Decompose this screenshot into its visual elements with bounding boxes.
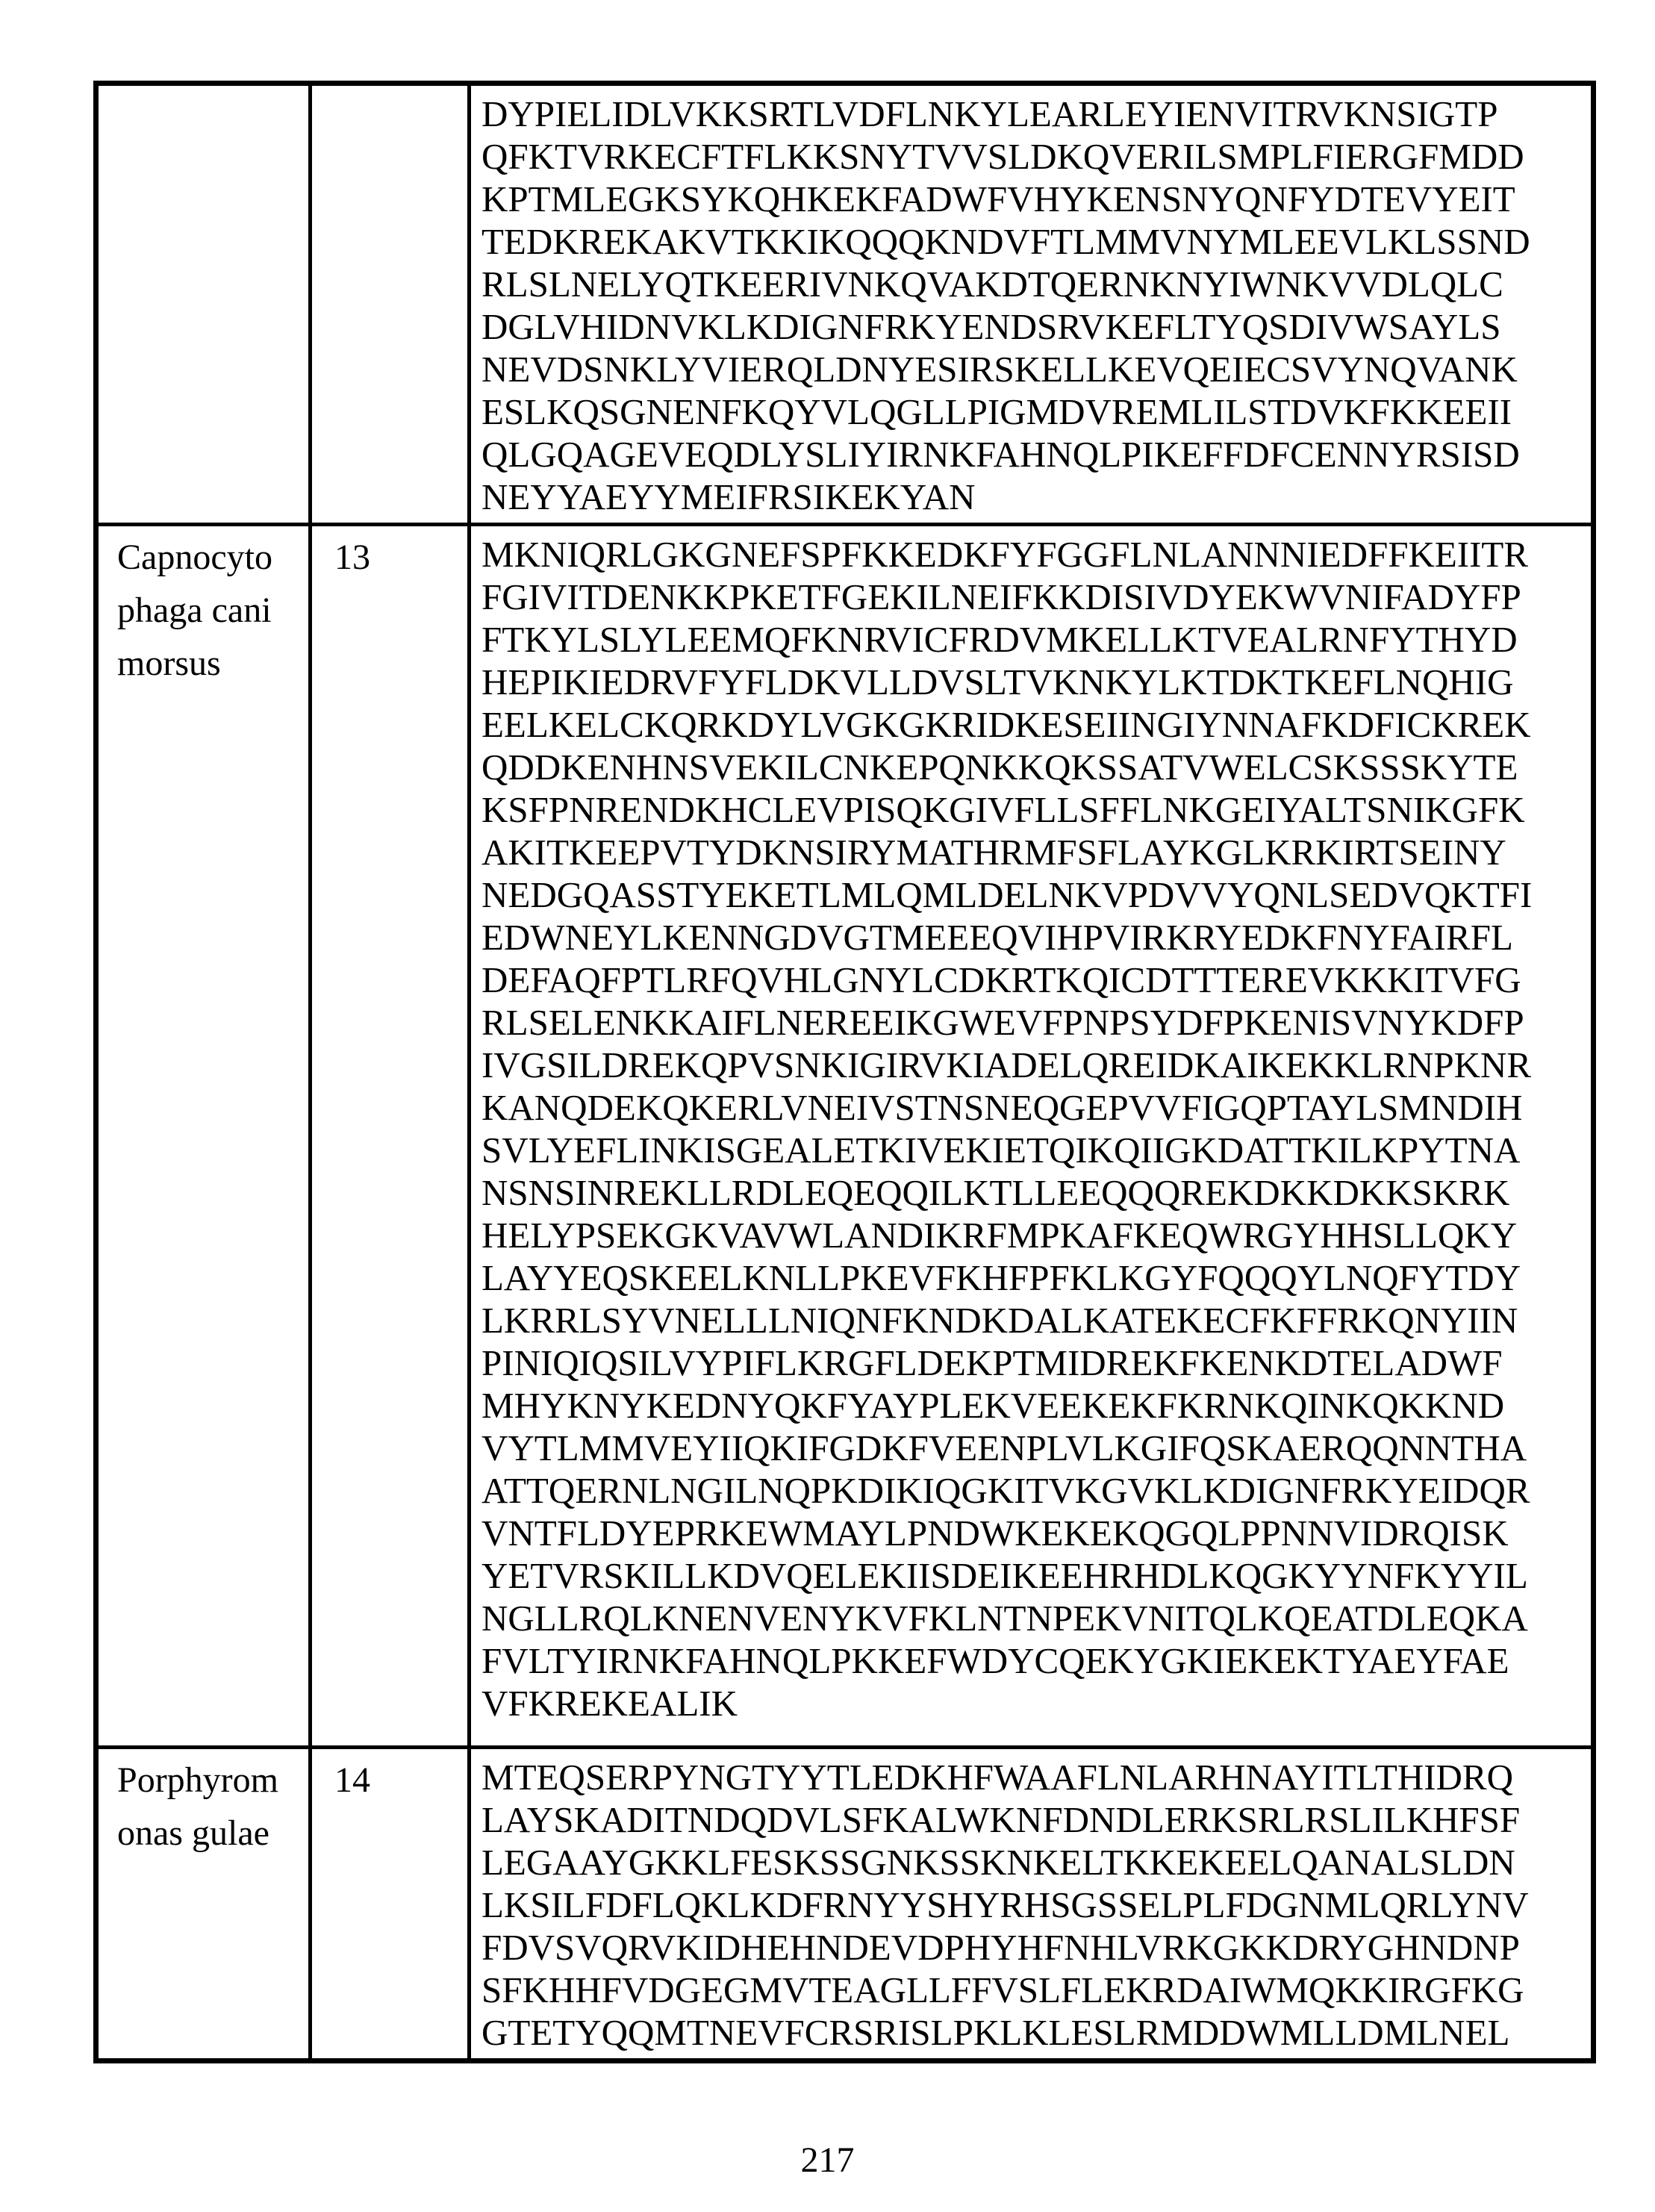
sequence-cell: MTEQSERPYNGTYYTLEDKHFWAAFLNLARHNAYITLTHIDRQ LAYSKADITNDQDVLSFKALWKNFDNDLERKSRLRSLILKHFSF LEGAAYGKKLFESKSSGNKSSKNKELTKKEKEELQANALSLDN LKSILFDFLQKLKDFRNYYSHYRHSGSSELPLFDGNMLQRLYNV FDVSVQRVKIDHEHNDEVDPHYHFNHLVRKGKKDRYGHNDNP SFKHHFVDGEGMVTEAGLLFFVSLFLEKRDAIWMQKKIRGFKG GTETYQQMTNEVFCRSRISLPKLKLESLRMDDWMLLDMLNEL: [470, 1748, 1594, 2061]
organism-cell: Porphyromonas gulae: [96, 1748, 311, 2061]
table-row: [96, 525, 1594, 1748]
seq-id-cell: 13: [311, 525, 470, 1748]
table-row: [96, 84, 1594, 525]
page-number: 217: [800, 2140, 855, 2180]
organism-cell: [96, 84, 311, 525]
seq-id-cell: [311, 84, 470, 525]
sequence-table: [93, 81, 1596, 2063]
sequence-cell: MKNIQRLGKGNEFSPFKKEDKFYFGGFLNLANNNIEDFFKEIITR FGIVITDENKKPKETFGEKILNEIFKKDISIVDYEKWVNIFADYFP FTKYLSLYLEEMQFKNRVICFRDVMKELLKTVEALRNFYTHYD HEPIKIEDRVFYFLDKVLLDVSLTVKNKYLKTDKTKEFLNQHIG EELKELCKQRKDYLVGKGKRIDKESEIINGIYNNAFKDFICKREK QDDKENHNSVEKILCNKEPQNKKQKSSATVWELCSKSSSKYTE KSFPNRENDKHCLEVPISQKGIVFLLSFFLNKGEIYALTSNIKGFK AKITKEEPVTYDKNSIRYMATHRMFSFLAYKGLKRKIRTSEINY NEDGQASSTYEKETLMLQMLDELNKVPDVVYQNLSEDVQKTFI EDWNEYLKENNGDVGTMEEEQVIHPVIRKRYEDKFNYFAIRFL DEFAQFPTLRFQVHLGNYLCDKRTKQICDTTTEREVKKKITVFG RLSELENKKAIFLNEREEIKGWEVFPNPSYDFPKENISVNYKDFP IVGSILDREKQPVSNKIGIRVKIADELQREIDKAIKEKKLRNPKNR KANQDEKQKERLVNEIVSTNSNEQGEPVVFIGQPTAYLSMNDIH SVLYEFLINKISGEALETKIVEKIETQIKQIIGKDATTKILKPYTNA NSNSINREKLLRDLEQEQQILKTLLEEQQQREKDKKDKKSKRK HELYPSEKGKVAVWLANDIKRFMPKAFKEQWRGYHHSLLQKY LAYYEQSKEELKNLLPKEVFKHFPFKLKGYFQQQYLNQFYTDY LKRRLSYVNELLLNIQNFKNDKDALKATEKECFKFFRKQNYIIN PINIQIQSILVYPIFLKRGFLDEKPTMIDREKFKENKDTELADWF MHYKNYKEDNYQKFYAYPLEKVEEKEKFKRNKQINKQKKND VYTLMMVEYIIQKIFGDKFVEENPLVLKGIFQSKAERQQNNTHA ATTQERNLNGILNQPKDIKIQGKITVKGVKLKDIGNFRKYEIDQR VNTFLDYEPRKEWMAYLPNDWKEKEKQGQLPPNNVIDRQISK YETVRSKILLKDVQELEKIISDEIKEEHRHDLKQGKYYNFKYYIL NGLLRQLKNENVENYKVFKLNTNPEKVNITQLKQEATDLEQKA FVLTYIRNKFAHNQLPKKEFWDYCQEKYGKIEKEKTYAEYFAE VFKREKEALIK: [470, 525, 1594, 1748]
table-row: [96, 1748, 1594, 2061]
sequence-cell: DYPIELIDLVKKSRTLVDFLNKYLEARLEYIENVITRVKNSIGTP QFKTVRKECFTFLKKSNYTVVSLDKQVERILSMPLFIERGFMDD KPTMLEGKSYKQHKEKFADWFVHYKENSNYQNFYDTEVYEIT TEDKREKAKVTKKIKQQQKNDVFTLMMVNYMLEEVLKLSSND RLSLNELYQTKEERIVNKQVAKDTQERNKNYIWNKVVDLQLC DGLVHIDNVKLKDIGNFRKYENDSRVKEFLTYQSDIVWSAYLS NEVDSNKLYVIERQLDNYESIRSKELLKEVQEIECSVYNQVANK ESLKQSGNENFKQYVLQGLLPIGMDVREMLILSTDVKFKKEEII QLGQAGEVEQDLYSLIYIRNKFAHNQLPIKEFFDFCENNYRSISD NEYYAEYYMEIFRSIKEKYAN: [470, 84, 1594, 525]
seq-id-cell: 14: [311, 1748, 470, 2061]
organism-cell: Capnocytophaga canimorsus: [96, 525, 311, 1748]
